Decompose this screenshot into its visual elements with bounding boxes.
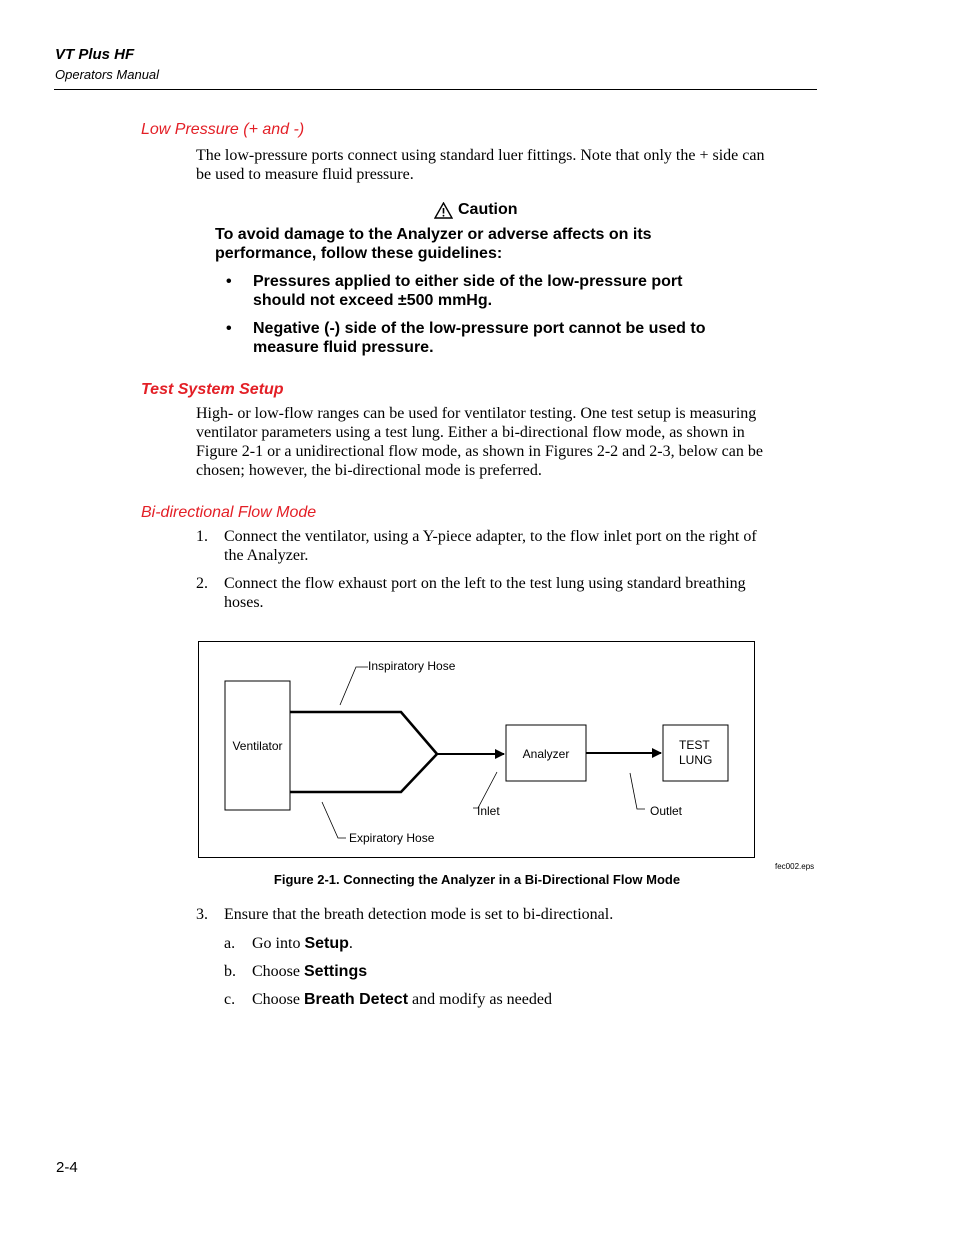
caution-line: To avoid damage to the Analyzer or adverse affects on its (215, 226, 652, 243)
label-expiratory-hose: Expiratory Hose (349, 831, 435, 845)
low-pressure-paragraph (196, 146, 764, 184)
label-outlet: Outlet (650, 804, 683, 818)
numbered-step (196, 527, 757, 565)
leader-inlet (473, 772, 497, 808)
paragraph-line: High- or low-flow ranges can be used for ventilator testing. One test setup is measuring (196, 405, 757, 422)
label-inlet: Inlet (477, 804, 500, 818)
test-setup-paragraph (196, 404, 763, 480)
substep-text: . (348, 935, 353, 952)
section-heading-bidirectional-flow: Bi-directional Flow Mode (141, 504, 317, 521)
test-lung-line: LUNG (679, 753, 713, 767)
step-line: Ensure that the breath detection mode is set to bi-directional. (224, 906, 614, 923)
label-ventilator: Ventilator (232, 739, 283, 753)
substep-letter: c. (224, 991, 236, 1008)
step-line: hoses. (224, 594, 264, 611)
paragraph-line: chosen; however, the bi-directional mode is preferred. (196, 462, 542, 479)
leader-inspiratory (340, 667, 368, 705)
step-line: Connect the flow exhaust port on the left to the test lung using standard breathing (224, 575, 746, 592)
numbered-step (196, 574, 746, 612)
paragraph-line: The low-pressure ports connect using standard luer fittings. Note that only the + side can (196, 147, 765, 164)
menu-name: Breath Detect (304, 991, 409, 1008)
numbered-step (196, 905, 614, 924)
caution-bullet (226, 272, 683, 310)
label-test-lung (679, 738, 712, 768)
substep-text: Go into (252, 935, 305, 952)
menu-name: Settings (304, 963, 368, 980)
figure-file-tag: fec002.eps (775, 862, 815, 871)
caution-title (434, 201, 518, 219)
substep (224, 962, 368, 981)
page-number: 2-4 (56, 1159, 78, 1176)
paragraph-line: ventilator parameters using a test lung. Either a bi-directional flow mode, as shown in (196, 424, 745, 441)
substep-letter: a. (224, 935, 236, 952)
caution-intro (215, 225, 652, 263)
bullet-line: Negative (-) side of the low-pressure port cannot be used to (253, 320, 706, 337)
step-line: the Analyzer. (224, 547, 309, 564)
step-number: 2. (196, 575, 208, 592)
figure-caption: Figure 2-1. Connecting the Analyzer in a Bi-Directional Flow Mode (273, 872, 681, 887)
warning-triangle-icon (434, 202, 453, 219)
inspiratory-hose-line (290, 712, 437, 754)
caution-line: performance, follow these guidelines: (215, 245, 503, 262)
step-line: Connect the ventilator, using a Y-piece adapter, to the flow inlet port on the right of (224, 528, 757, 545)
substep (224, 934, 353, 953)
substep-text: Choose (252, 963, 304, 980)
bullet-line: Pressures applied to either side of the low-pressure port (253, 273, 683, 290)
test-lung-line: TEST (679, 738, 710, 752)
bullet-line: measure fluid pressure. (253, 339, 434, 356)
label-inspiratory-hose: Inspiratory Hose (368, 659, 456, 673)
paragraph-line: Figure 2-1 or a unidirectional flow mode, as shown in Figures 2-2 and 2-3, below can be (196, 443, 763, 460)
bullet-dot: • (226, 273, 232, 290)
step-number: 1. (196, 528, 208, 545)
step-number: 3. (196, 906, 208, 923)
substep-text: and modify as needed (408, 991, 552, 1008)
substep-text: Choose (252, 991, 304, 1008)
paragraph-line: be used to measure fluid pressure. (196, 166, 414, 183)
section-heading-test-system-setup: Test System Setup (141, 381, 284, 398)
menu-name: Setup (304, 935, 349, 952)
leader-outlet (630, 773, 645, 809)
substep (224, 990, 552, 1009)
manual-subtitle: Operators Manual (55, 67, 160, 82)
substep-letter: b. (224, 963, 236, 980)
bullet-dot: • (226, 320, 232, 337)
bullet-line: should not exceed ±500 mmHg. (253, 292, 493, 309)
figure-frame (198, 641, 755, 858)
section-heading-low-pressure: Low Pressure (+ and -) (141, 121, 305, 138)
manual-title: VT Plus HF (55, 46, 135, 63)
leader-expiratory (322, 802, 346, 838)
label-analyzer: Analyzer (522, 747, 570, 761)
header-divider (54, 89, 817, 90)
expiratory-hose-line (290, 754, 437, 792)
caution-bullet (226, 319, 706, 357)
caution-label: Caution (458, 201, 518, 218)
